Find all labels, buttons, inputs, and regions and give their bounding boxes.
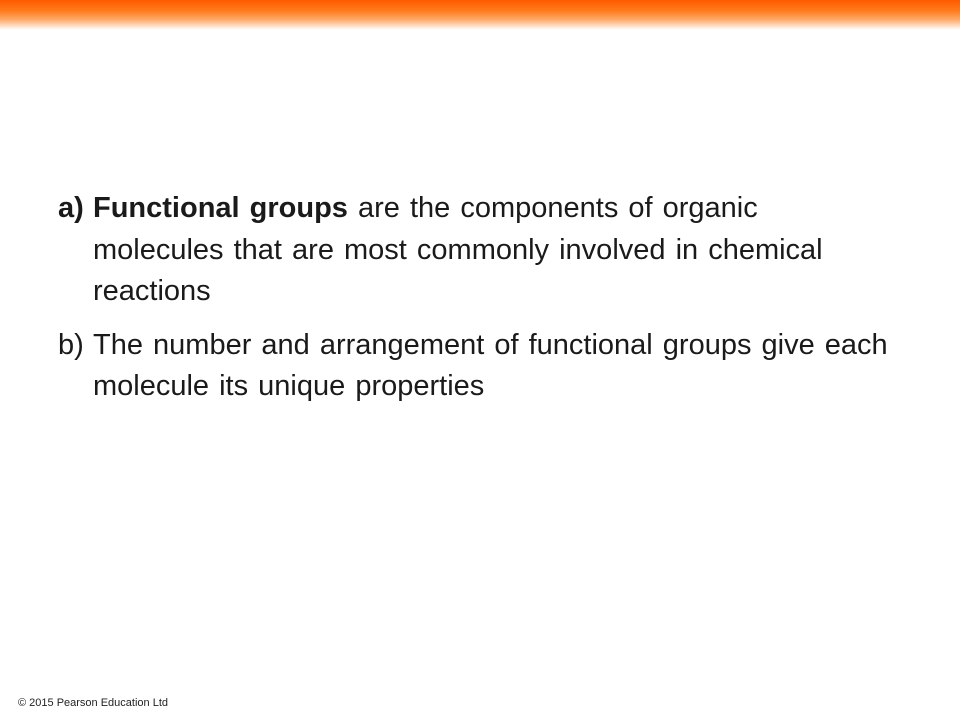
list-text-b: The number and arrangement of functional groups give each molecule its unique properties [93,328,888,402]
top-accent-bar [0,0,960,30]
copyright-footer: © 2015 Pearson Education Ltd [18,697,168,709]
list-text-a [93,188,898,313]
list-item-b [58,325,898,408]
list-marker-a: a) [58,192,84,224]
list-item-a [58,188,898,313]
list-text-a-body: are the components of organic molecules that are most commonly involved in chemical reactions [93,192,823,307]
slide-body [58,188,898,420]
list-marker-b: b) [58,328,84,361]
functional-groups-term: Functional groups [93,192,348,224]
